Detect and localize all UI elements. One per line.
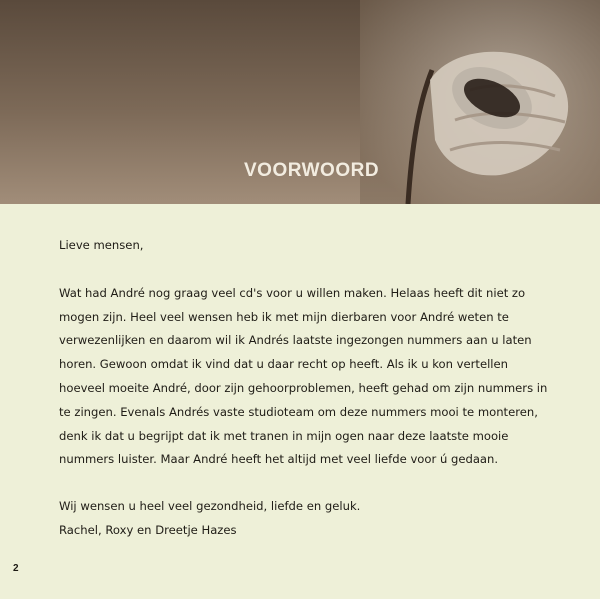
header-banner xyxy=(0,0,600,204)
body-line: mogen zijn. Heel veel wensen heb ik met mijn dierbaren voor André weten te xyxy=(59,309,509,324)
page-number: 2 xyxy=(13,563,19,574)
letter-closing: Wij wensen u heel veel gezondheid, liefde en geluk. xyxy=(59,499,361,514)
body-line: nummers luister. Maar André heeft het altijd met veel liefde voor ú gedaan. xyxy=(59,452,499,467)
body-line: hoeveel moeite André, door zijn gehoorproblemen, heeft gehad om zijn nummers in xyxy=(59,380,548,395)
letter-text xyxy=(59,234,548,543)
hand-holding-microphone-photo xyxy=(360,0,600,204)
body-line: horen. Gewoon omdat ik vind dat u daar recht op heeft. Als ik u kon vertellen xyxy=(59,357,509,372)
body-line: te zingen. Evenals Andrés vaste studioteam om deze nummers mooi te monteren, xyxy=(59,404,538,419)
letter-signature: Rachel, Roxy en Dreetje Hazes xyxy=(59,522,237,537)
body-line: denk ik dat u begrijpt dat ik met tranen in mijn ogen naar deze laatste mooie xyxy=(59,428,509,443)
letter-body xyxy=(59,282,548,472)
body-line: verwezenlijken en daarom wil ik Andrés laatste ingezongen nummers aan u laten xyxy=(59,333,532,348)
page-title: VOORWOORD xyxy=(244,160,380,181)
letter-greeting: Lieve mensen, xyxy=(59,238,144,252)
body-line: Wat had André nog graag veel cd's voor u willen maken. Helaas heeft dit niet zo xyxy=(59,285,526,300)
